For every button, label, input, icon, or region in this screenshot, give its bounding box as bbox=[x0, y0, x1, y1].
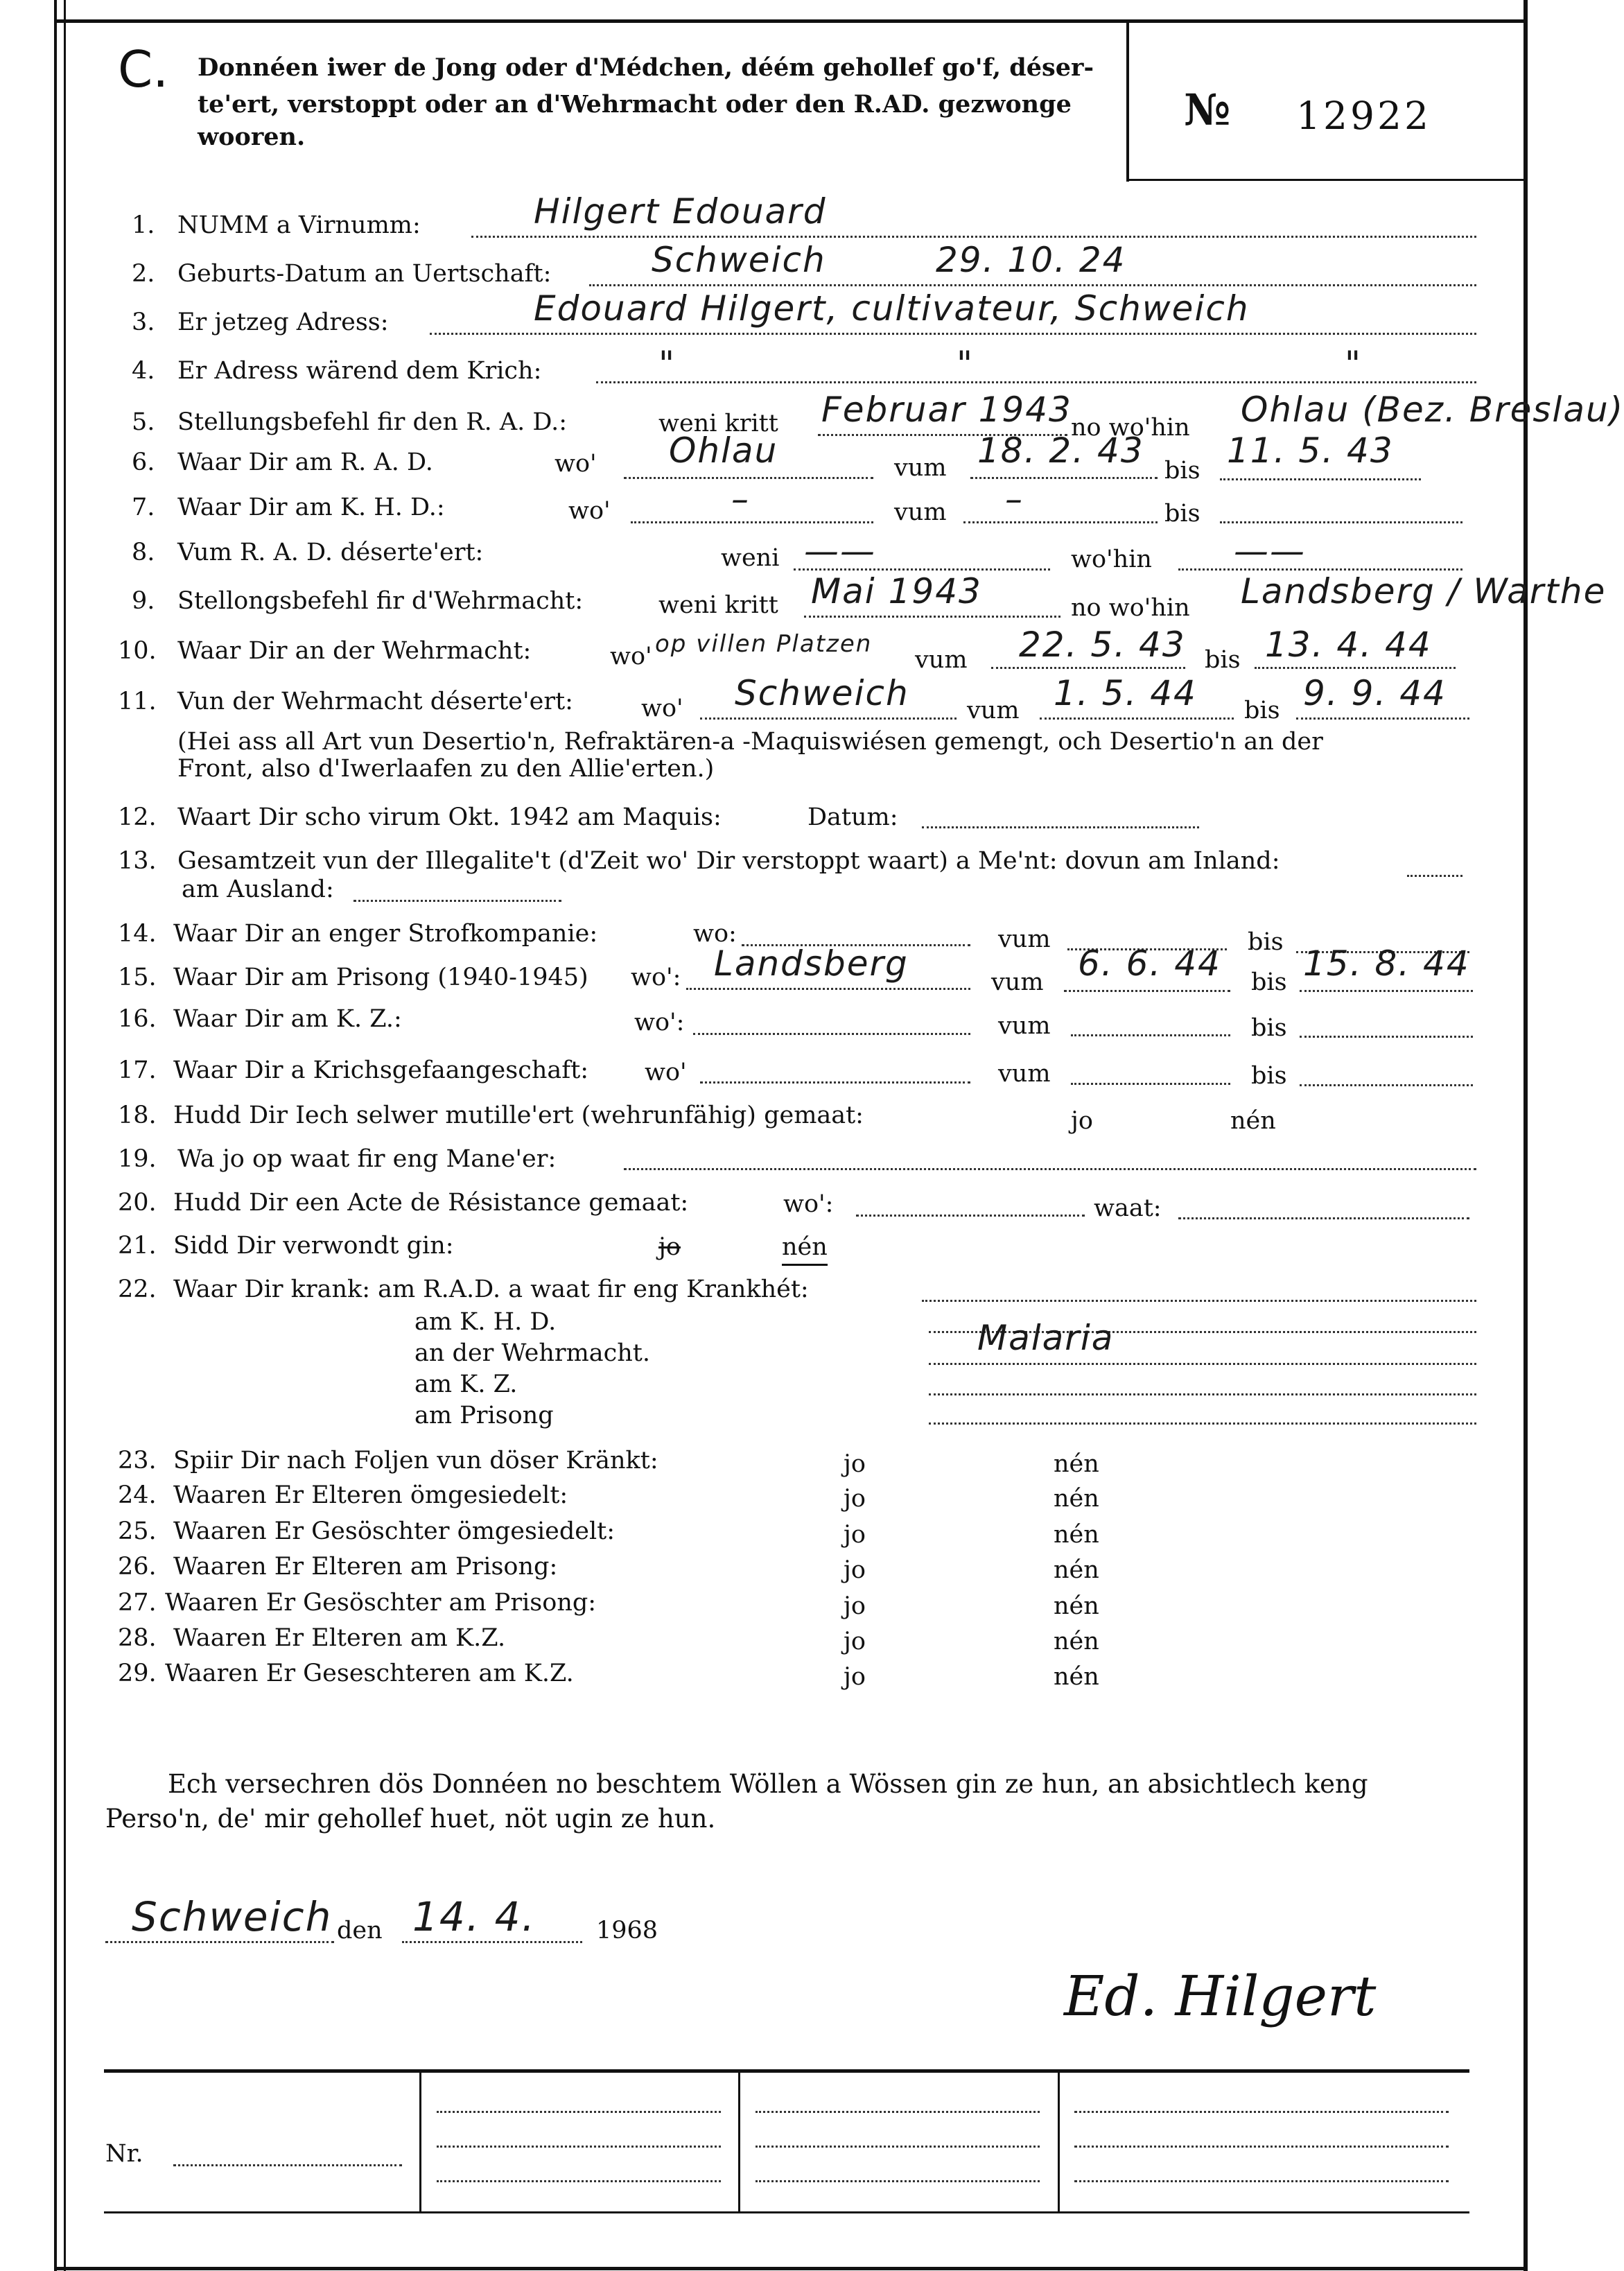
declaration-line-1: Ech versechren dös Donnéen no beschtem Wöllen a Wössen gin ze hun, an absichtlech keng bbox=[168, 1769, 1368, 1799]
row-27-label: Waaren Er Gesöschter am Prisong: bbox=[165, 1589, 597, 1617]
row-11-note-2: Front, also d'Iwerlaafen zu den Allie'erten.) bbox=[177, 755, 715, 783]
footer-grid-col-3 bbox=[1058, 2069, 1060, 2213]
row-2-num: 2. bbox=[132, 260, 155, 288]
row-19-line bbox=[624, 1168, 1476, 1170]
row-9-nowohin: no wo'hin bbox=[1071, 594, 1190, 622]
row-26-jo: jo bbox=[844, 1556, 866, 1584]
signature: Ed. Hilgert bbox=[1064, 1964, 1377, 2028]
row-11-bis: bis bbox=[1244, 697, 1280, 724]
row-25-nen: nén bbox=[1054, 1521, 1099, 1549]
row-6-vum: vum bbox=[894, 454, 947, 482]
row-7-wo: wo' bbox=[568, 497, 611, 525]
row-22-rad-line bbox=[922, 1300, 1476, 1302]
row-10-label: Waar Dir an der Wehrmacht: bbox=[177, 637, 532, 665]
row-6-bis-line bbox=[1220, 478, 1421, 480]
footer-date: 14. 4. bbox=[412, 1893, 536, 1940]
row-24-label: Waaren Er Elteren ömgesiedelt: bbox=[173, 1481, 568, 1509]
footer-grid-top bbox=[104, 2069, 1469, 2073]
top-border bbox=[54, 19, 1528, 23]
page-border-right bbox=[1523, 0, 1528, 2271]
row-26-label: Waaren Er Elteren am Prisong: bbox=[173, 1553, 558, 1581]
answer-rad-from: 18. 2. 43 bbox=[977, 430, 1144, 471]
row-17-bis-line bbox=[1300, 1084, 1473, 1086]
answer-name: Hilgert Edouard bbox=[534, 191, 827, 232]
row-1-num: 1. bbox=[132, 211, 155, 239]
header-divider bbox=[1126, 19, 1129, 182]
row-20-wo: wo': bbox=[783, 1190, 834, 1218]
answer-rad-where: Ohlau bbox=[669, 430, 778, 471]
page-border-left bbox=[54, 0, 57, 2271]
footer-den: den bbox=[337, 1917, 383, 1944]
footer-year: 1968 bbox=[596, 1917, 658, 1944]
grid-line-c3-r1 bbox=[1074, 2111, 1449, 2113]
row-6-num: 6. bbox=[132, 449, 155, 476]
row-10-bis: bis bbox=[1205, 646, 1241, 674]
nr-line bbox=[173, 2164, 402, 2166]
header-title-line-2: te'ert, verstoppt oder an d'Wehrmacht oder den R.AD. gezwonge bbox=[198, 90, 1072, 119]
row-8-weni: weni bbox=[721, 544, 780, 572]
row-15-bis: bis bbox=[1251, 968, 1287, 996]
row-16-vum-line bbox=[1071, 1034, 1230, 1036]
row-9-weni-line bbox=[804, 616, 1060, 618]
row-9-num: 9. bbox=[132, 587, 155, 615]
row-10-num: 10. bbox=[118, 637, 157, 665]
row-24-jo: jo bbox=[844, 1485, 866, 1513]
row-15-wo: wo': bbox=[631, 964, 681, 991]
row-19-label: Wa jo op waat fir eng Mane'er: bbox=[177, 1145, 557, 1173]
row-23-num: 23. bbox=[118, 1447, 157, 1474]
row-22-label: Waar Dir krank: am R.A.D. a waat fir eng Krankhét: bbox=[173, 1276, 809, 1303]
answer-khd-where: – bbox=[731, 479, 750, 519]
row-12-line bbox=[922, 826, 1199, 828]
row-18-nen: nén bbox=[1230, 1107, 1276, 1135]
page-border-left-inner bbox=[64, 0, 66, 2271]
row-27-nen: nén bbox=[1054, 1592, 1099, 1620]
row-17-bis: bis bbox=[1251, 1062, 1287, 1090]
row-20-label: Hudd Dir een Acte de Résistance gemaat: bbox=[173, 1189, 689, 1217]
row-25-label: Waaren Er Gesöschter ömgesiedelt: bbox=[173, 1517, 615, 1545]
row-19-num: 19. bbox=[118, 1145, 157, 1173]
answer-desert-to: 9. 9. 44 bbox=[1303, 673, 1447, 713]
row-10-vum: vum bbox=[915, 646, 968, 674]
row-22-kz-line bbox=[929, 1393, 1476, 1395]
row-2-line bbox=[589, 284, 1476, 286]
row-11-vum: vum bbox=[967, 697, 1020, 724]
answer-rad-desert-date: —— bbox=[804, 531, 876, 571]
row-13-inland-line bbox=[1407, 875, 1463, 877]
row-20-num: 20. bbox=[118, 1189, 157, 1217]
row-17-vum-line bbox=[1071, 1083, 1230, 1085]
row-26-num: 26. bbox=[118, 1553, 157, 1581]
answer-rad-order-date: Februar 1943 bbox=[821, 390, 1072, 430]
row-29-jo: jo bbox=[844, 1663, 866, 1691]
row-18-num: 18. bbox=[118, 1102, 157, 1129]
row-6-label: Waar Dir am R. A. D. bbox=[177, 449, 433, 476]
row-6-bis: bis bbox=[1164, 457, 1200, 485]
grid-line-c2-r3 bbox=[756, 2180, 1040, 2182]
row-29-nen: nén bbox=[1054, 1663, 1099, 1691]
row-27-jo: jo bbox=[844, 1592, 866, 1620]
row-9-label: Stellongsbefehl fir d'Wehrmacht: bbox=[177, 587, 584, 615]
grid-line-c2-r2 bbox=[756, 2146, 1040, 2148]
row-14-label: Waar Dir an enger Strofkompanie: bbox=[173, 920, 598, 948]
row-15-vum: vum bbox=[991, 968, 1044, 996]
row-21-num: 21. bbox=[118, 1232, 157, 1260]
row-26-nen: nén bbox=[1054, 1556, 1099, 1584]
footer-grid-col-1 bbox=[419, 2069, 421, 2213]
row-16-bis-line bbox=[1300, 1036, 1473, 1038]
answer-war-address-c: " bbox=[1345, 344, 1362, 384]
row-17-num: 17. bbox=[118, 1056, 157, 1084]
grid-line-c2-r1 bbox=[756, 2111, 1040, 2113]
row-23-jo: jo bbox=[844, 1450, 866, 1478]
row-9-weni: weni kritt bbox=[658, 591, 778, 619]
answer-wm-where: op villen Platzen bbox=[655, 630, 873, 658]
declaration-line-2: Perso'n, de' mir gehollef huet, nöt ugin ze hun. bbox=[105, 1804, 716, 1834]
row-7-vum: vum bbox=[894, 498, 947, 526]
footer-place: Schweich bbox=[132, 1893, 333, 1940]
row-8-wohin-line bbox=[1178, 568, 1463, 571]
answer-khd-from: – bbox=[1005, 479, 1024, 519]
row-22-num: 22. bbox=[118, 1276, 157, 1303]
row-28-jo: jo bbox=[844, 1628, 866, 1655]
row-4-label: Er Adress wärend dem Krich: bbox=[177, 357, 542, 385]
grid-line-c3-r3 bbox=[1074, 2180, 1449, 2182]
row-7-label: Waar Dir am K. H. D.: bbox=[177, 494, 445, 521]
footer-nr-label: Nr. bbox=[105, 2140, 143, 2168]
row-17-wo-line bbox=[700, 1081, 970, 1084]
row-7-num: 7. bbox=[132, 494, 155, 521]
answer-wm-order-date: Mai 1943 bbox=[811, 571, 982, 611]
row-7-bis-line bbox=[1220, 521, 1463, 523]
place-line bbox=[105, 1941, 334, 1943]
row-18-jo: jo bbox=[1071, 1107, 1093, 1135]
row-7-vum-line bbox=[963, 521, 1158, 523]
row-12-label: Waart Dir scho virum Okt. 1942 am Maquis: bbox=[177, 803, 722, 831]
row-13-ausland-line bbox=[353, 900, 561, 902]
row-5-num: 5. bbox=[132, 408, 155, 436]
row-23-label: Spiir Dir nach Foljen vun döser Kränkt: bbox=[173, 1447, 658, 1474]
answer-prison-where: Landsberg bbox=[714, 943, 909, 984]
row-15-wo-line bbox=[686, 988, 970, 990]
answer-illness-wm: Malaria bbox=[977, 1318, 1115, 1358]
footer-grid-bottom bbox=[104, 2211, 1469, 2213]
row-24-num: 24. bbox=[118, 1481, 157, 1509]
row-13-label: Gesamtzeit vun der Illegalite't (d'Zeit wo' Dir verstoppt waart) a Me'nt: dovun am Inland: bbox=[177, 847, 1280, 875]
row-21-nen: nén bbox=[782, 1235, 828, 1266]
row-3-label: Er jetzeg Adress: bbox=[177, 308, 389, 336]
answer-rad-to: 11. 5. 43 bbox=[1227, 430, 1394, 471]
row-16-label: Waar Dir am K. Z.: bbox=[173, 1005, 402, 1033]
row-25-num: 25. bbox=[118, 1517, 157, 1545]
answer-prison-to: 15. 8. 44 bbox=[1303, 943, 1470, 984]
answer-wm-to: 13. 4. 44 bbox=[1265, 625, 1432, 665]
row-7-bis: bis bbox=[1164, 500, 1200, 528]
row-8-label: Vum R. A. D. déserte'ert: bbox=[177, 539, 484, 566]
row-4-num: 4. bbox=[132, 357, 155, 385]
row-3-num: 3. bbox=[132, 308, 155, 336]
row-17-wo: wo' bbox=[645, 1059, 687, 1086]
row-2-label: Geburts-Datum an Uertschaft: bbox=[177, 260, 552, 288]
answer-desert-where: Schweich bbox=[735, 673, 909, 713]
row-3-line bbox=[430, 333, 1476, 335]
row-15-vum-line bbox=[1064, 990, 1230, 992]
row-15-label: Waar Dir am Prisong (1940-1945) bbox=[173, 964, 588, 991]
row-29-label: Waaren Er Geseschteren am K.Z. bbox=[165, 1660, 574, 1687]
row-28-num: 28. bbox=[118, 1624, 157, 1652]
row-24-nen: nén bbox=[1054, 1485, 1099, 1513]
row-22-sub-kz: am K. Z. bbox=[414, 1371, 518, 1398]
date-line bbox=[402, 1941, 582, 1943]
answer-rad-desert-place: —— bbox=[1234, 531, 1306, 571]
row-16-wo-line bbox=[693, 1033, 970, 1035]
answer-wm-from: 22. 5. 43 bbox=[1019, 625, 1186, 665]
answer-desert-from: 1. 5. 44 bbox=[1054, 673, 1197, 713]
row-28-label: Waaren Er Elteren am K.Z. bbox=[173, 1624, 506, 1652]
bottom-border bbox=[54, 2267, 1528, 2270]
row-18-label: Hudd Dir Iech selwer mutille'ert (wehrunfähig) gemaat: bbox=[173, 1102, 864, 1129]
row-10-bis-line bbox=[1255, 667, 1456, 669]
row-14-bis: bis bbox=[1248, 928, 1284, 956]
row-22-wm-line bbox=[929, 1363, 1476, 1365]
answer-prison-from: 6. 6. 44 bbox=[1078, 943, 1221, 984]
row-10-vum-line bbox=[991, 667, 1185, 669]
grid-line-c1-r3 bbox=[437, 2180, 721, 2182]
row-23-nen: nén bbox=[1054, 1450, 1099, 1478]
row-11-wo-line bbox=[700, 717, 957, 720]
grid-line-c1-r1 bbox=[437, 2111, 721, 2113]
row-16-bis: bis bbox=[1251, 1014, 1287, 1042]
row-11-wo: wo' bbox=[641, 695, 683, 722]
row-12-num: 12. bbox=[118, 803, 157, 831]
row-22-prisong-line bbox=[929, 1422, 1476, 1425]
row-6-wo: wo' bbox=[555, 450, 597, 478]
row-21-label: Sidd Dir verwondt gin: bbox=[173, 1232, 454, 1260]
row-1-line bbox=[471, 236, 1476, 238]
form-number: 12922 bbox=[1296, 94, 1431, 138]
row-5-weni: weni kritt bbox=[658, 410, 778, 437]
row-20-waat-line bbox=[1178, 1217, 1469, 1219]
row-14-num: 14. bbox=[118, 920, 157, 948]
grid-line-c1-r2 bbox=[437, 2146, 721, 2148]
row-5-nowohin: no wo'hin bbox=[1071, 414, 1190, 442]
row-14-vum: vum bbox=[998, 925, 1051, 953]
answer-birth-date: 29. 10. 24 bbox=[936, 240, 1126, 280]
footer-grid-col-2 bbox=[738, 2069, 740, 2213]
answer-address: Edouard Hilgert, cultivateur, Schweich bbox=[534, 288, 1250, 329]
answer-birth-place: Schweich bbox=[652, 240, 826, 280]
row-7-wo-line bbox=[631, 521, 873, 523]
row-22-sub-prisong: am Prisong bbox=[414, 1402, 554, 1429]
row-20-wo-line bbox=[856, 1215, 1085, 1217]
grid-line-c3-r2 bbox=[1074, 2146, 1449, 2148]
header-title-line-3: wooren. bbox=[198, 123, 306, 151]
header-title-line-1: Donnéen iwer de Jong oder d'Médchen, déém gehollef go'f, déser- bbox=[198, 53, 1094, 82]
answer-wounded-jo: jo bbox=[658, 1233, 681, 1261]
row-17-label: Waar Dir a Krichsgefaangeschaft: bbox=[173, 1056, 589, 1084]
row-17-vum: vum bbox=[998, 1060, 1051, 1088]
row-11-note-1: (Hei ass all Art vun Desertio'n, Refraktären-a -Maquiswiésen gemengt, och Desertio'n an der bbox=[177, 728, 1323, 756]
row-16-vum: vum bbox=[998, 1012, 1051, 1040]
row-11-num: 11. bbox=[118, 688, 157, 715]
row-11-vum-line bbox=[1040, 717, 1234, 720]
answer-war-address-a: " bbox=[658, 344, 676, 384]
row-29-num: 29. bbox=[118, 1660, 157, 1687]
section-letter: C. bbox=[118, 40, 169, 98]
row-1-label: NUMM a Virnumm: bbox=[177, 211, 421, 239]
row-12-datum: Datum: bbox=[807, 803, 898, 831]
row-22-sub-wm: an der Wehrmacht. bbox=[414, 1339, 651, 1367]
row-8-num: 8. bbox=[132, 539, 155, 566]
header-rule bbox=[1126, 179, 1523, 181]
row-10-wo: wo' bbox=[610, 643, 652, 670]
row-28-nen: nén bbox=[1054, 1628, 1099, 1655]
row-5-label: Stellungsbefehl fir den R. A. D.: bbox=[177, 408, 568, 436]
row-15-num: 15. bbox=[118, 964, 157, 991]
row-15-bis-line bbox=[1300, 990, 1473, 992]
answer-wm-order-place: Landsberg / Warthe bbox=[1241, 571, 1607, 611]
answer-rad-order-place: Ohlau (Bez. Breslau) bbox=[1241, 390, 1624, 430]
row-8-wohin: wo'hin bbox=[1071, 546, 1152, 573]
row-25-jo: jo bbox=[844, 1521, 866, 1549]
row-27-num: 27. bbox=[118, 1589, 157, 1617]
row-13-num: 13. bbox=[118, 847, 157, 875]
number-symbol: № bbox=[1184, 85, 1231, 135]
row-13-ausland: am Ausland: bbox=[182, 876, 334, 903]
row-16-wo: wo': bbox=[634, 1009, 685, 1036]
row-11-bis-line bbox=[1296, 717, 1469, 720]
row-22-sub-khd: am K. H. D. bbox=[414, 1308, 557, 1336]
row-11-label: Vun der Wehrmacht déserte'ert: bbox=[177, 688, 573, 715]
answer-war-address-b: " bbox=[957, 344, 974, 384]
row-6-vum-line bbox=[970, 477, 1158, 479]
row-16-num: 16. bbox=[118, 1005, 157, 1033]
row-20-waat: waat: bbox=[1094, 1194, 1162, 1222]
row-14-wo: wo: bbox=[693, 920, 737, 948]
